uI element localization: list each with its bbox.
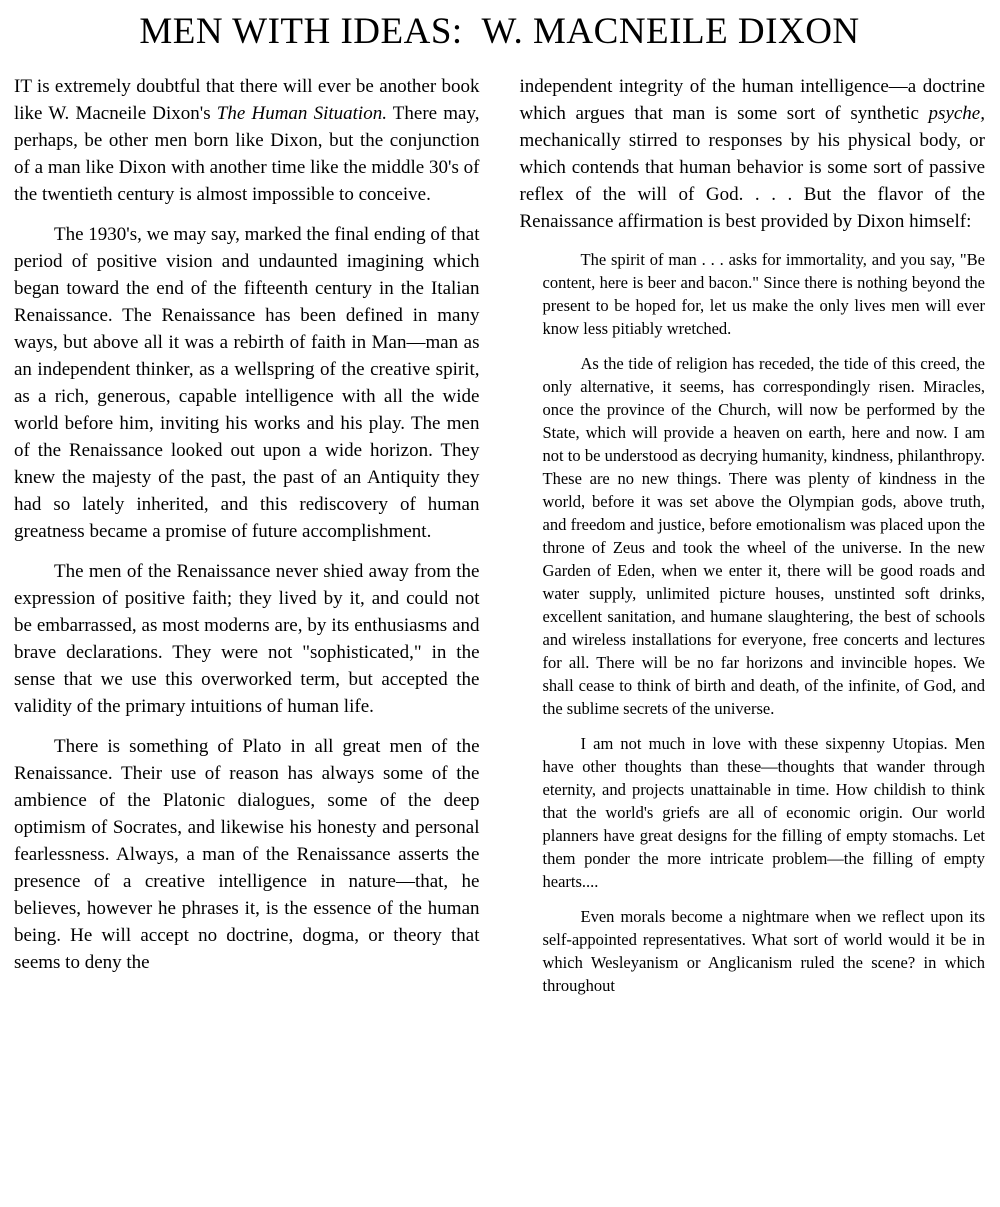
- text-run: The spirit of man . . . asks for immortality, and you say, "Be content, here is beer and bacon." Since there is nothing beyond the present to be hoped for, let us make the only lives men will ever know less pitiably wretched.: [542, 250, 985, 338]
- text-run: There is something of Plato in all great men of the Renaissance. Their use of reason has always some of the ambience of the Platonic dialogues, some of the deep optimism of Socrates, and likewise his honesty and personal fearlessness. Always, a man of the Renaissance asserts the presence of a creative intelligence in nature—that, he believes, however he phrases it, is the essence of the human being. He will accept no doctrine, dogma, or theory that seems to deny the: [14, 736, 480, 973]
- body-paragraph: [14, 558, 480, 720]
- body-paragraph: [14, 73, 480, 208]
- page-title: MEN WITH IDEAS: W. MACNEILE DIXON: [139, 11, 860, 52]
- quote-paragraph: [520, 732, 986, 893]
- quote-paragraph: [520, 905, 986, 997]
- body-paragraph: [520, 73, 986, 235]
- left-column: [14, 73, 480, 976]
- quote-paragraph: [520, 248, 986, 340]
- text-run: The men of the Renaissance never shied away from the expression of positive faith; they lived by it, and could not be embarrassed, as most moderns are, by its enthusiasms and brave declarations. They were not "sophisticated," in the sense that we use this overworked term, but accepted the validity of the primary intuitions of human life.: [14, 561, 480, 717]
- text-run: As the tide of religion has receded, the tide of this creed, the only alternative, it seems, has correspondingly risen. Miracles, once the province of the Church, will now be performed by the State, which will provide a heaven on earth, here and now. I am not to be understood as decrying humanity, kindness, philanthropy. These are no new things. There was plenty of kindness in the world, before it was set above the Olympian gods, above truth, and freedom and justice, before emotionalism was placed upon the throne of Zeus and took the wheel of the universe. In the new Garden of Eden, when we enter it, there will be good roads and water supply, unlimited picture houses, unstinted soft drinks, excellent sanitation, and humane slaughtering, the best of schools and wireless installations for everyone, free concerts and lectures for all. There will be no far horizons and invincible hopes. We shall cease to think of birth and death, of the infinite, of God, and the sublime secrets of the universe.: [542, 354, 985, 718]
- text-run: mechanically stirred to responses by his physical body, or which contends that human behavior is some sort of passive reflex of the will of God. . . . But the flavor of the Renaissance affirmation is best provided by Dixon himself:: [519, 130, 985, 232]
- italic-text-run: psyche,: [928, 103, 985, 124]
- right-column: [520, 73, 986, 997]
- text-run: There may, perhaps, be other men born like Dixon, but the conjunction of a man like Dixon with another time like the middle 30's of the twentieth century is almost impossible to conceive.: [14, 103, 480, 205]
- text-run: Even morals become a nightmare when we reflect upon its self-appointed representatives. What sort of world would it be in which Wesleyanism or Anglicanism ruled the scene? in which throughout: [542, 907, 985, 995]
- body-paragraph: [14, 221, 480, 545]
- italic-text-run: The Human Situation.: [216, 103, 387, 124]
- quote-paragraph: [520, 352, 986, 720]
- body-paragraph: [14, 733, 480, 976]
- text-run: independent integrity of the human intelligence—a doctrine which argues that man is some sort of synthetic: [519, 76, 985, 124]
- two-column-layout: [14, 73, 985, 997]
- text-run: I am not much in love with these sixpenny Utopias. Men have other thoughts than these—thoughts that wander through eternity, and projects unattainable in time. How childish to think that the world's griefs are all of economic origin. Our world planners have great designs for the filling of empty stomachs. Let them ponder the more intricate problem—the filling of empty hearts....: [542, 734, 985, 891]
- text-run: The 1930's, we may say, marked the final ending of that period of positive vision and undaunted imagining which began toward the end of the fifteenth century in the Italian Renaissance. The Renaissance has been defined in many ways, but above all it was a rebirth of faith in Man—man as an independent thinker, as a wellspring of the creative spirit, as a rich, generous, capable intelligence with all the wide world before him, inviting his works and his play. The men of the Renaissance looked out upon a wide horizon. They knew the majesty of the past, the past of an Antiquity they had so lately inherited, and this rediscovery of human greatness became a promise of future accomplishment.: [14, 224, 480, 542]
- text-run: IT is extremely doubtful that there will ever be another book like W. Macneile Dixon's: [14, 76, 480, 124]
